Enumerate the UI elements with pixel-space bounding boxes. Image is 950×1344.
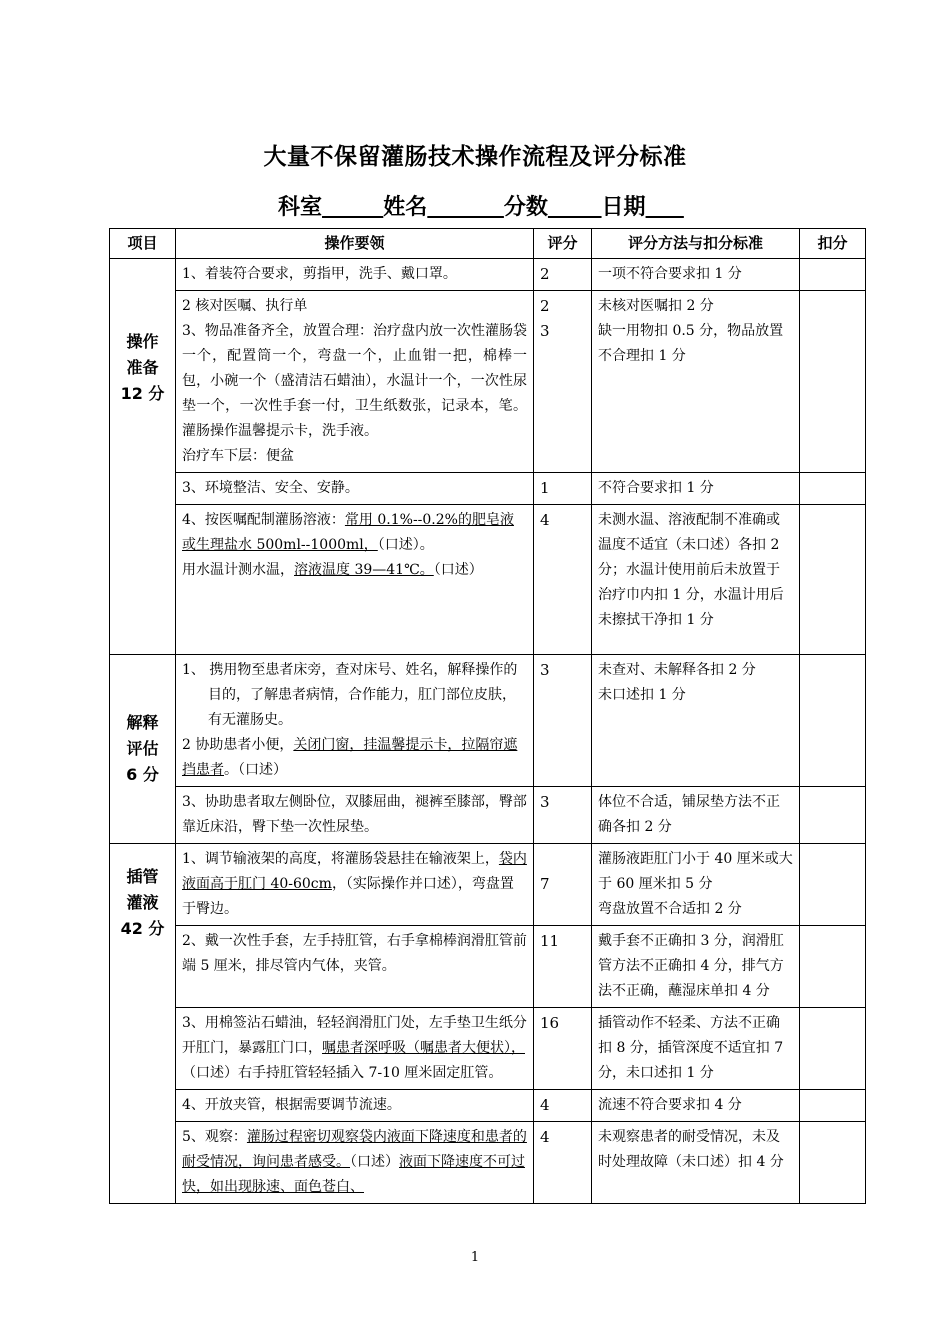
deduction-cell[interactable] bbox=[800, 473, 866, 505]
table-row bbox=[110, 291, 866, 473]
deduction-cell[interactable] bbox=[800, 1090, 866, 1122]
document-title: 大量不保留灌肠技术操作流程及评分标准 bbox=[263, 144, 687, 170]
score-value: 16 bbox=[534, 1008, 592, 1090]
method-text: 灌肠液距肛门小于 40 厘米或大于 60 厘米扣 5 分 弯盘放置不合适扣 2 分 bbox=[592, 844, 800, 926]
deduction-cell[interactable] bbox=[800, 926, 866, 1008]
score-value: 4 bbox=[534, 1122, 592, 1204]
operation-text: 3、环境整洁、安全、安静。 bbox=[176, 473, 534, 505]
operation-text: 1、调节输液架的高度，将灌肠袋悬挂在输液架上，袋内液面高于肛门 40-60cm，（实际操作并口述），弯盘置于臀边。 bbox=[176, 844, 534, 926]
score-value: 2 3 bbox=[534, 291, 592, 473]
score-value: 3 bbox=[534, 655, 592, 787]
operation-text: 5、观察：灌肠过程密切观察袋内液面下降速度和患者的耐受情况，询问患者感受。（口述）液面下降速度不可过快，如出现脉速、面色苍白、 bbox=[176, 1122, 534, 1204]
table-row bbox=[110, 473, 866, 505]
deduction-cell[interactable] bbox=[800, 291, 866, 473]
method-text: 未测水温、溶液配制不准确或温度不适宜（未口述）各扣 2 分；水温计使用前后未放置于治疗巾内扣 1 分，水温计用后未擦拭干净扣 1 分 bbox=[592, 505, 800, 655]
operation-text: 2、戴一次性手套，左手持肛管，右手拿棉棒润滑肛管前端 5 厘米，排尽管内气体，夹管。 bbox=[176, 926, 534, 1008]
header-fields bbox=[278, 190, 738, 221]
table-row bbox=[110, 1122, 866, 1204]
section-label-insert: 插管 灌液 42 分 bbox=[110, 844, 176, 1204]
name-label: 姓名 bbox=[383, 195, 428, 220]
table-row bbox=[110, 926, 866, 1008]
operation-text: 3、用棉签沾石蜡油，轻轻润滑肛门处，左手垫卫生纸分开肛门，暴露肛门口，嘱患者深呼吸（嘱患者大便状），（口述）右手持肛管轻轻插入 7-10 厘米固定肛管。 bbox=[176, 1008, 534, 1090]
operation-text: 2 核对医嘱、执行单 3、物品准备齐全，放置合理：治疗盘内放一次性灌肠袋一个，配置筒一个，弯盘一个，止血钳一把，棉棒一包，小碗一个（盛清洁石蜡油），水温计一个，一次性尿垫一个，一次性手套一付，卫生纸数张，记录本，笔。灌肠操作温馨提示卡，洗手液。 治疗车下层：便盆 bbox=[176, 291, 534, 473]
deduction-cell[interactable] bbox=[800, 787, 866, 844]
section-label-eval: 解释 评估 6 分 bbox=[110, 655, 176, 844]
operation-text: 3、协助患者取左侧卧位，双膝屈曲，褪裤至膝部，臀部靠近床沿，臀下垫一次性尿垫。 bbox=[176, 787, 534, 844]
table-row bbox=[110, 1090, 866, 1122]
table-row bbox=[110, 505, 866, 655]
method-text: 流速不符合要求扣 4 分 bbox=[592, 1090, 800, 1122]
dept-label: 科室 bbox=[278, 195, 323, 220]
operation-text: 4、按医嘱配制灌肠溶液：常用 0.1%--0.2%的肥皂液或生理盐水 500ml--1000ml，（口述）。 用水温计测水温，溶液温度 39—41℃。（口述） bbox=[176, 505, 534, 655]
deduction-cell[interactable] bbox=[800, 844, 866, 926]
score-value: 2 bbox=[534, 259, 592, 291]
operation-text: 1、着装符合要求，剪指甲，洗手、戴口罩。 bbox=[176, 259, 534, 291]
deduction-cell[interactable] bbox=[800, 259, 866, 291]
table-row bbox=[110, 655, 866, 787]
table-row bbox=[110, 1008, 866, 1090]
deduction-cell[interactable] bbox=[800, 1122, 866, 1204]
score-value: 4 bbox=[534, 505, 592, 655]
table-header-row bbox=[110, 229, 866, 259]
method-text: 一项不符合要求扣 1 分 bbox=[592, 259, 800, 291]
operation-text: 4、开放夹管，根据需要调节流速。 bbox=[176, 1090, 534, 1122]
table-row bbox=[110, 259, 866, 291]
score-value: 4 bbox=[534, 1090, 592, 1122]
date-label: 日期 bbox=[601, 195, 646, 220]
page-number: 1 bbox=[470, 1250, 480, 1265]
table-row bbox=[110, 787, 866, 844]
method-text: 戴手套不正确扣 3 分，润滑肛管方法不正确扣 4 分，排气方法不正确，蘸湿床单扣 4 分 bbox=[592, 926, 800, 1008]
score-label: 分数 bbox=[503, 195, 548, 220]
method-text: 未查对、未解释各扣 2 分 未口述扣 1 分 bbox=[592, 655, 800, 787]
method-text: 插管动作不轻柔、方法不正确扣 8 分，插管深度不适宜扣 7 分，未口述扣 1 分 bbox=[592, 1008, 800, 1090]
score-value: 3 bbox=[534, 787, 592, 844]
header-deduction: 扣分 bbox=[800, 229, 866, 259]
deduction-cell[interactable] bbox=[800, 505, 866, 655]
method-text: 体位不合适，铺尿垫方法不正确各扣 2 分 bbox=[592, 787, 800, 844]
header-method: 评分方法与扣分标准 bbox=[592, 229, 800, 259]
header-item: 项目 bbox=[110, 229, 176, 259]
deduction-cell[interactable] bbox=[800, 655, 866, 787]
deduction-cell[interactable] bbox=[800, 1008, 866, 1090]
score-value: 1 bbox=[534, 473, 592, 505]
table-row bbox=[110, 844, 866, 926]
method-text: 不符合要求扣 1 分 bbox=[592, 473, 800, 505]
score-value: 11 bbox=[534, 926, 592, 1008]
header-operation: 操作要领 bbox=[176, 229, 534, 259]
method-text: 未观察患者的耐受情况，未及时处理故障（未口述）扣 4 分 bbox=[592, 1122, 800, 1204]
header-score: 评分 bbox=[534, 229, 592, 259]
score-value: 7 bbox=[534, 844, 592, 926]
scoring-table bbox=[109, 228, 866, 1204]
method-text: 未核对医嘱扣 2 分 缺一用物扣 0.5 分，物品放置不合理扣 1 分 bbox=[592, 291, 800, 473]
operation-text: 1、 携用物至患者床旁，查对床号、姓名，解释操作的目的，了解患者病情，合作能力，肛门部位皮肤，有无灌肠史。 2 协助患者小便，关闭门窗，挂温馨提示卡，拉隔帘遮挡患者。（口述） bbox=[176, 655, 534, 787]
section-label-prep: 操作 准备 12 分 bbox=[110, 259, 176, 655]
